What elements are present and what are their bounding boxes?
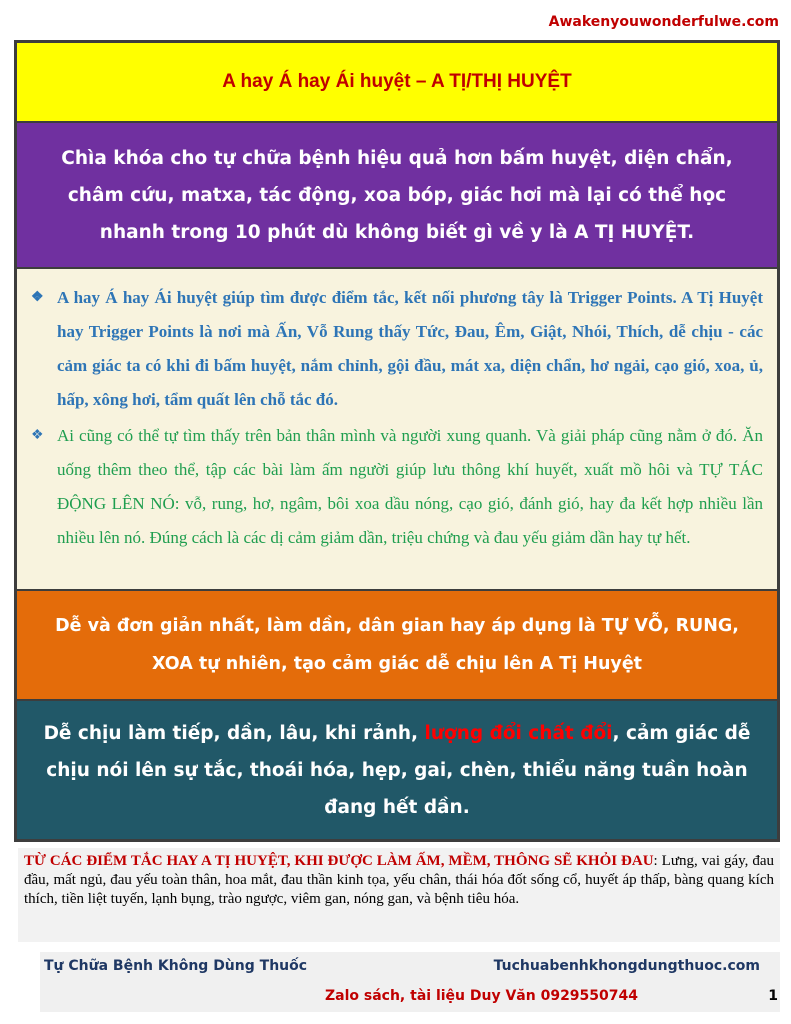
teal-text	[39, 715, 755, 826]
bullet-item-trigger-points	[29, 281, 763, 417]
bullet-item-self-treatment	[29, 419, 763, 555]
summary-box	[18, 848, 780, 942]
content-frame	[14, 40, 780, 842]
title-band	[17, 43, 777, 123]
bullets-band	[17, 269, 777, 591]
intro-text: Chìa khóa cho tự chữa bệnh hiệu quả hơn bấm huyệt, diện chẩn, châm cứu, matxa, tác động, xoa bóp, giác hơi mà lại có thể học nhanh trong 10 phút dù không biết gì về y là A TỊ HUYỆT.	[61, 147, 733, 243]
page-title: A hay Á hay Ái huyệt – A TỊ/THỊ HUYỆT	[222, 71, 572, 92]
teal-band	[17, 701, 777, 839]
page-number: 1	[768, 988, 778, 1004]
teal-text-before: Dễ chịu làm tiếp, dần, lâu, khi rảnh,	[43, 722, 425, 744]
bullet-text: A hay Á hay Ái huyệt giúp tìm được điểm tắc, kết nối phương tây là Trigger Points. A Tị Huyệt hay Trigger Points là nơi mà Ấn, Vỗ Rung thấy Tức, Đau, Êm, Giật, Nhói, Thích, dễ chịu - các cảm giác ta có khi đi bấm huyệt, nắm chỉnh, gội đầu, mát xa, diện chẩn, hơ ngải, cạo gió, xoa, ủ, hấp, xông hơi, tẩm quất lên chỗ tắc đó.	[57, 288, 763, 409]
bullet-text: Ai cũng có thể tự tìm thấy trên bản thân mình và người xung quanh. Và giải pháp cũng nằm ở đó. Ăn uống thêm theo thể, tập các bài làm ấm người giúp lưu thông khí huyết, xuất mồ hôi và TỰ TÁC ĐỘNG LÊN NÓ: vỗ, rung, hơ, ngâm, bôi xoa dầu nóng, cạo gió, đánh gió, hay đa kết hợp nhiều lần nhiều lên nó. Đúng cách là các dị cảm giảm dần, triệu chứng và đau yếu giảm dần hay tự hết.	[57, 426, 763, 547]
teal-text-after: , cảm giác dễ chịu nói lên sự tắc, thoái hóa, hẹp, gai, chèn, thiểu năng tuần hoàn đang hết dần.	[46, 722, 751, 818]
footer	[40, 952, 780, 1012]
orange-text: Dễ và đơn giản nhất, làm dần, dân gian hay áp dụng là TỰ VỖ, RUNG, XOA tự nhiên, tạo cảm giác dễ chịu lên A Tị Huyệt	[55, 616, 739, 674]
summary-heading: TỪ CÁC ĐIỂM TẮC HAY A TỊ HUYỆT, KHI ĐƯỢC LÀM ẤM, MỀM, THÔNG SẼ KHỎI ĐAU	[24, 853, 654, 869]
teal-highlight: lượng đổi chất đổi	[424, 722, 613, 744]
diamond-bullet-icon: ❖	[31, 290, 44, 305]
summary-body: : Lưng, vai gáy, đau đầu, mất ngủ, đau yếu toàn thân, hoa mắt, đau thần kinh tọa, yếu chân, thái hóa đốt sống cổ, huyết áp thấp, bàng quang kích thích, tiền liệt tuyến, lạnh bụng, trào ngược, viêm gan, nóng gan, và bệnh tiêu hóa.	[24, 853, 774, 907]
diamond-bullet-icon: ❖	[31, 428, 44, 443]
footer-book-title: Tự Chữa Bệnh Không Dùng Thuốc	[44, 958, 308, 974]
footer-contact: Zalo sách, tài liệu Duy Văn 0929550744	[325, 988, 638, 1004]
site-url[interactable]: Awakenyouwonderfulwe.com	[548, 14, 779, 30]
intro-band	[17, 123, 777, 269]
orange-band	[17, 591, 777, 701]
footer-website[interactable]: Tuchuabenhkhongdungthuoc.com	[493, 958, 760, 974]
